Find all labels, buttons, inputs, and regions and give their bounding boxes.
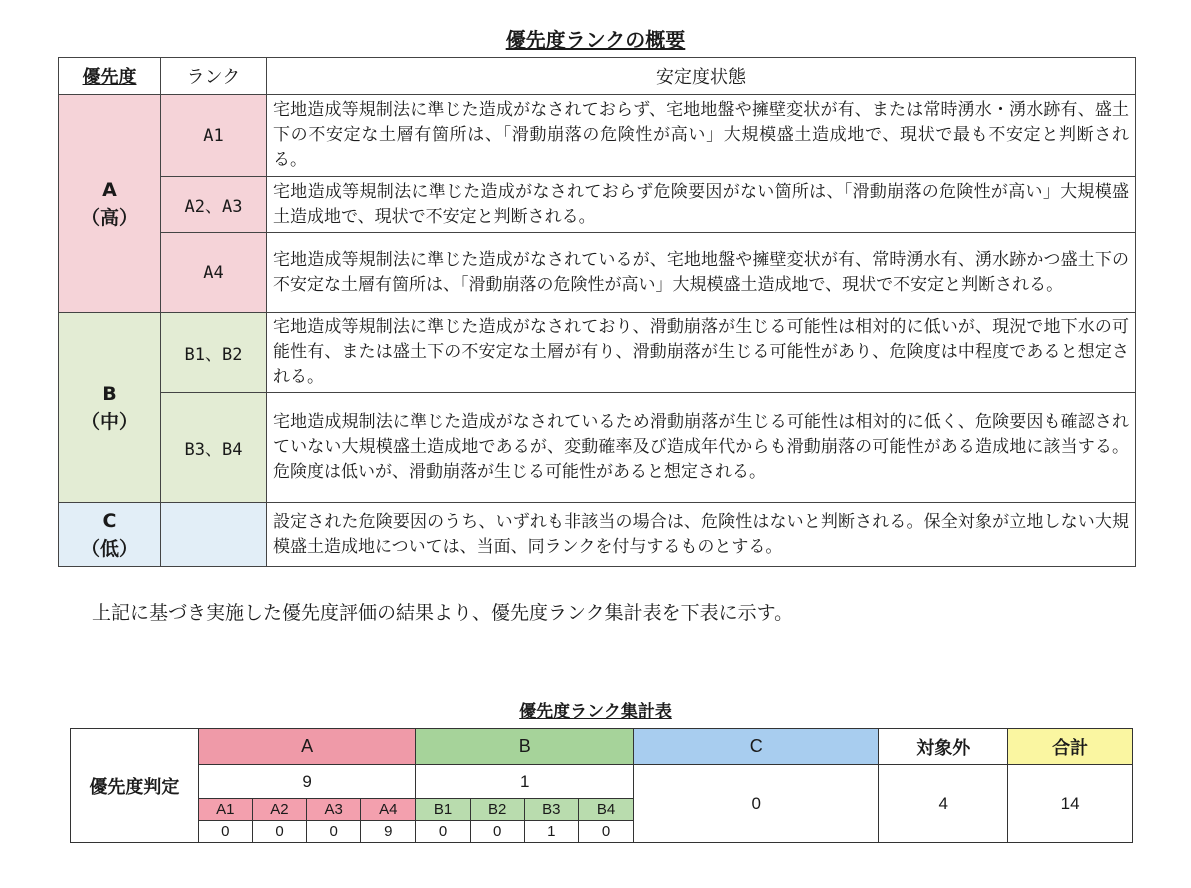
priority-c-label: C: [102, 509, 117, 532]
rank-cell: B1、B2: [161, 313, 267, 393]
summary-b-total: 1: [416, 765, 634, 799]
priority-b-label: B: [102, 382, 117, 405]
rank-cell: B3、B4: [161, 393, 267, 503]
summary-a-total: 9: [198, 765, 416, 799]
overview-row-a2-a3: [59, 177, 1136, 233]
sub-rank-label: B2: [470, 799, 524, 821]
header-state: 安定度状態: [267, 58, 1136, 95]
priority-b-cell: [59, 313, 161, 503]
state-description: 宅地造成等規制法に準じた造成がなされており、滑動崩落が生じる可能性は相対的に低いが、現況で地下水の可能性有、または盛土下の不安定な土層が有り、滑動崩落が生じる可能性があり、危険度は中程度であると想定される。: [267, 313, 1136, 393]
summary-title: 優先度ランク集計表: [519, 702, 672, 722]
priority-c-level: （低）: [80, 537, 138, 560]
state-description: 宅地造成等規制法に準じた造成がなされておらず、宅地地盤や擁壁変状が有、または常時湧水・湧水跡有、盛土下の不安定な土層有箇所は、「滑動崩落の危険性が高い」大規模盛土造成地で、現状で最も不安定と判断される。: [267, 95, 1136, 177]
sub-rank-label: B1: [416, 799, 470, 821]
overview-title: 優先度ランクの概要: [505, 28, 686, 52]
overview-row-a1: [59, 95, 1136, 177]
sub-rank-label: B3: [524, 799, 578, 821]
summary-c-total: 0: [634, 765, 879, 843]
sub-rank-value: 0: [416, 821, 470, 843]
body-note: 上記に基づき実施した優先度評価の結果より、優先度ランク集計表を下表に示す。: [92, 602, 794, 624]
sub-rank-value: 9: [361, 821, 416, 843]
summary-header-excluded: 対象外: [879, 729, 1008, 765]
sub-rank-label: A3: [307, 799, 361, 821]
sub-rank-value: 0: [307, 821, 361, 843]
priority-b-level: （中）: [80, 410, 138, 433]
header-priority: 優先度: [59, 58, 161, 95]
priority-a-cell: [59, 95, 161, 313]
summary-header-total: 合計: [1008, 729, 1133, 765]
sub-rank-value: 0: [578, 821, 633, 843]
rank-cell: A2、A3: [161, 177, 267, 233]
summary-header-b: B: [416, 729, 634, 765]
overview-row-a4: [59, 233, 1136, 313]
header-rank: ランク: [161, 58, 267, 95]
summary-excluded-total: 4: [879, 765, 1008, 843]
state-description: 宅地造成等規制法に準じた造成がなされているが、宅地地盤や擁壁変状が有、常時湧水有、湧水跡かつ盛土下の不安定な土層有箇所は、「滑動崩落の危険性が高い」大規模盛土造成地で、現状で不安定と判断される。: [267, 233, 1136, 313]
overview-row-b1-b2: [59, 313, 1136, 393]
priority-a-level: （高）: [80, 206, 138, 229]
sub-rank-value: 1: [524, 821, 578, 843]
overview-row-c: [59, 503, 1136, 567]
priority-c-cell: [59, 503, 161, 567]
sub-rank-label: B4: [578, 799, 633, 821]
sub-rank-value: 0: [470, 821, 524, 843]
rank-cell: [161, 503, 267, 567]
priority-overview-table: [58, 57, 1136, 567]
sub-rank-label: A1: [198, 799, 252, 821]
overview-header-row: [59, 58, 1136, 95]
rank-cell: A4: [161, 233, 267, 313]
state-description: 設定された危険要因のうち、いずれも非該当の場合は、危険性はないと判断される。保全対象が立地しない大規模盛土造成地については、当面、同ランクを付与するものとする。: [267, 503, 1136, 567]
sub-rank-value: 0: [252, 821, 306, 843]
summary-row-label: 優先度判定: [71, 729, 199, 843]
sub-rank-value: 0: [198, 821, 252, 843]
overview-row-b3-b4: [59, 393, 1136, 503]
state-description: 宅地造成規制法に準じた造成がなされているため滑動崩落が生じる可能性は相対的に低く、危険要因も確認されていない大規模盛土造成地であるが、変動確率及び造成年代からも滑動崩落の可能性がある造成地に該当する。危険度は低いが、滑動崩落が生じる可能性があると想定される。: [267, 393, 1136, 503]
priority-summary-table: [70, 728, 1133, 843]
state-description: 宅地造成等規制法に準じた造成がなされておらず危険要因がない箇所は、「滑動崩落の危険性が高い」大規模盛土造成地で、現状で不安定と判断される。: [267, 177, 1136, 233]
summary-header-c: C: [634, 729, 879, 765]
summary-header-row: [71, 729, 1133, 765]
rank-cell: A1: [161, 95, 267, 177]
sub-rank-label: A2: [252, 799, 306, 821]
summary-header-a: A: [198, 729, 416, 765]
summary-grand-total: 14: [1008, 765, 1133, 843]
sub-rank-label: A4: [361, 799, 416, 821]
summary-totals-row: [71, 765, 1133, 799]
priority-a-label: A: [102, 178, 117, 201]
